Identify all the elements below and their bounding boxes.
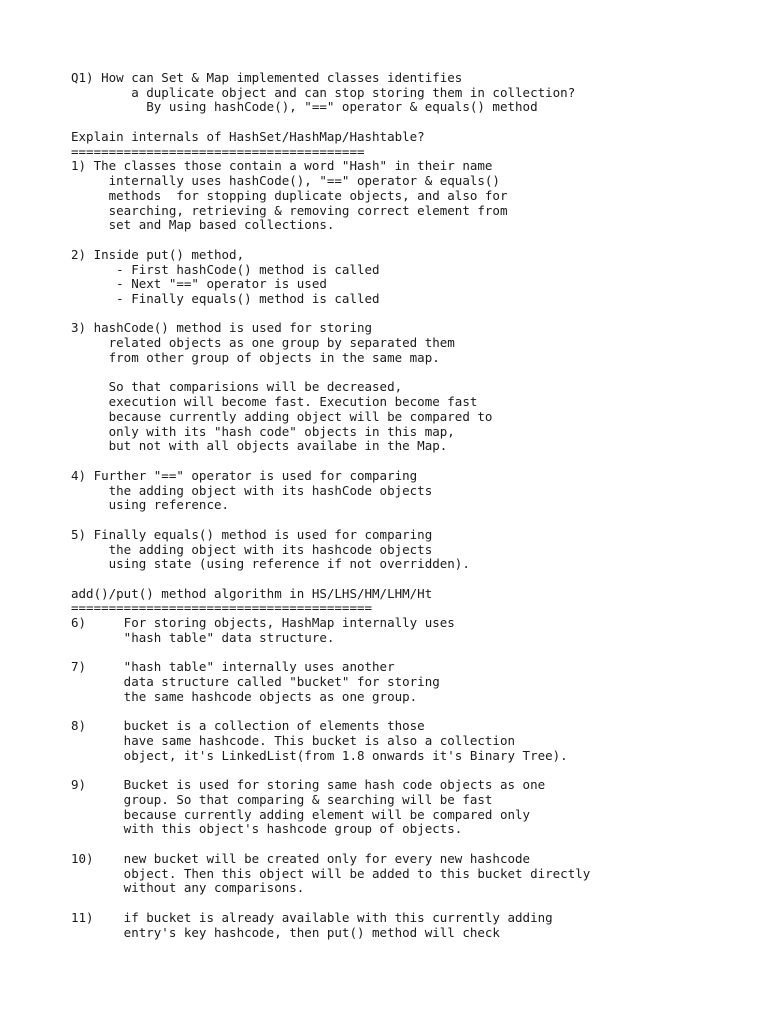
text-line: using state (using reference if not overridden). [71, 556, 470, 572]
text-line: 2) Inside put() method, [71, 246, 245, 262]
text-line: object, it's LinkedList(from 1.8 onwards it's Binary Tree). [71, 747, 568, 763]
text-line: the same hashcode objects as one group. [71, 688, 418, 704]
text-line: So that comparisions will be decreased, [71, 379, 403, 395]
text-line: By using hashCode(), "==" operator & equals() method [71, 99, 538, 115]
text-line: 8) bucket is a collection of elements those [71, 718, 425, 734]
text-line: add()/put() method algorithm in HS/LHS/HM/LHM/Ht [71, 585, 433, 601]
text-line: because currently adding element will be compared only [71, 806, 531, 822]
text-line: from other group of objects in the same map. [71, 349, 440, 365]
text-line: object. Then this object will be added to this bucket directly [71, 865, 591, 881]
document-page [71, 71, 751, 940]
text-line: a duplicate object and can stop storing them in collection? [71, 84, 576, 100]
text-line: 6) For storing objects, HashMap internally uses [71, 615, 455, 631]
text-line: the adding object with its hashCode objects [71, 482, 433, 498]
text-line: set and Map based collections. [71, 217, 335, 233]
text-line: "hash table" data structure. [71, 629, 335, 645]
text-line: have same hashcode. This bucket is also a collection [71, 733, 516, 749]
text-line: internally uses hashCode(), "==" operator & equals() [71, 173, 500, 189]
text-line: Q1) How can Set & Map implemented classes identifies [71, 70, 463, 85]
text-line: - Finally equals() method is called [71, 291, 380, 307]
text-line: using reference. [71, 497, 230, 513]
text-line: group. So that comparing & searching will be fast [71, 791, 493, 807]
text-line: related objects as one group by separated them [71, 335, 455, 351]
text-line: only with its "hash code" objects in this map, [71, 423, 455, 439]
text-line: ======================================= [71, 143, 365, 159]
text-line: searching, retrieving & removing correct element from [71, 202, 508, 218]
text-line: data structure called "bucket" for storing [71, 674, 440, 690]
text-line: 10) new bucket will be created only for every new hashcode [71, 850, 531, 866]
document-text [71, 71, 751, 940]
text-line: because currently adding object will be compared to [71, 408, 493, 424]
text-line: the adding object with its hashcode objects [71, 541, 433, 557]
text-line: 11) if bucket is already available with this currently adding [71, 909, 553, 925]
text-line: 3) hashCode() method is used for storing [71, 320, 373, 336]
text-line: 9) Bucket is used for storing same hash code objects as one [71, 777, 546, 793]
text-line: - Next "==" operator is used [71, 276, 327, 292]
text-line: entry's key hashcode, then put() method will check [71, 924, 500, 940]
text-line: 4) Further "==" operator is used for comparing [71, 467, 418, 483]
text-line: but not with all objects availabe in the Map. [71, 438, 448, 454]
text-line: ======================================== [71, 600, 373, 616]
text-line: methods for stopping duplicate objects, and also for [71, 187, 508, 203]
text-line: Explain internals of HashSet/HashMap/Hashtable? [71, 128, 425, 144]
text-line: 1) The classes those contain a word "Hash" in their name [71, 158, 493, 174]
text-line: without any comparisons. [71, 880, 305, 896]
text-line: - First hashCode() method is called [71, 261, 380, 277]
text-line: with this object's hashcode group of objects. [71, 821, 463, 837]
text-line: 5) Finally equals() method is used for comparing [71, 526, 433, 542]
text-line: 7) "hash table" internally uses another [71, 659, 395, 675]
text-line: execution will become fast. Execution become fast [71, 394, 478, 410]
